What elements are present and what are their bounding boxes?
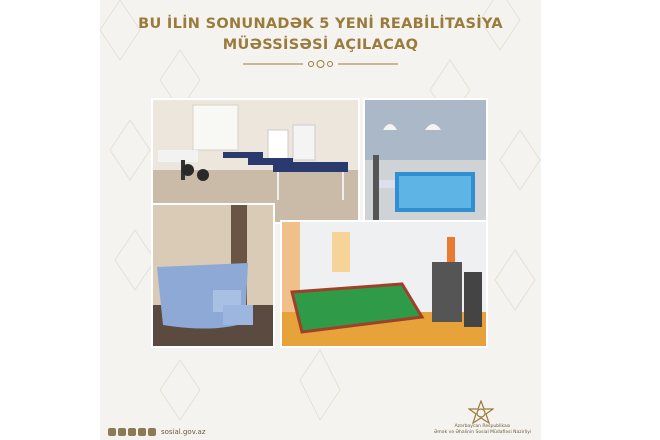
headline-line-2: MÜƏSSİSƏSİ AÇILACAQ xyxy=(222,37,419,53)
ministry-line-2: Əmək və Əhalinin Sosial Müdafiəsi Nazirliyi xyxy=(433,430,532,435)
telegram-icon[interactable] xyxy=(128,428,136,436)
ministry-name xyxy=(430,424,535,436)
instagram-icon[interactable] xyxy=(118,428,126,436)
ministry-emblem-icon xyxy=(468,400,494,426)
website-link[interactable]: sosial.gov.az xyxy=(161,428,206,436)
youtube-icon[interactable] xyxy=(148,428,156,436)
social-links xyxy=(108,428,206,436)
ministry-line-1: Azərbaycan Respublikası xyxy=(454,424,511,429)
news-card xyxy=(100,0,541,440)
twitter-icon[interactable] xyxy=(138,428,146,436)
headline-line-1: BU İLİN SONUNADƏK 5 YENİ REABİLİTASİYA xyxy=(138,16,503,32)
facebook-icon[interactable] xyxy=(108,428,116,436)
photo-bathtub-room xyxy=(151,203,275,348)
photo-gym-room xyxy=(280,220,488,348)
ornament-divider xyxy=(243,59,398,69)
